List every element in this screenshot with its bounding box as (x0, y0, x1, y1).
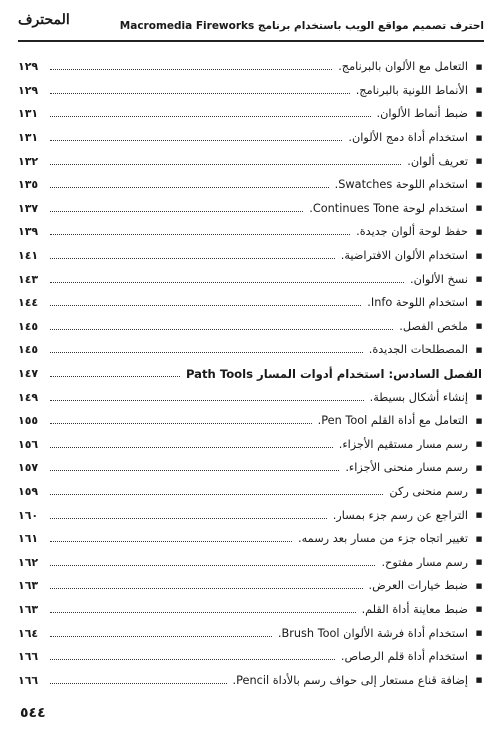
bullet-icon: ■ (475, 629, 483, 638)
toc-entry (18, 645, 484, 669)
toc-entry (18, 267, 484, 291)
toc-entry-title: استخدام أداة فرشة الألوان Brush Tool. (277, 626, 468, 640)
toc-entry (18, 315, 484, 339)
toc-entry-title: تعريف ألوان. (407, 154, 468, 168)
bullet-icon: ■ (475, 440, 483, 449)
dot-leader (50, 541, 292, 542)
bullet-icon: ■ (475, 676, 483, 685)
dot-leader (50, 400, 364, 401)
toc-entry-page: ١٤٩ (18, 390, 39, 404)
dot-leader (50, 258, 335, 259)
dot-leader (50, 164, 401, 165)
toc-entry-title: ملخص الفصل. (399, 319, 468, 333)
bullet-icon: ■ (475, 298, 483, 307)
bullet-icon: ■ (475, 558, 483, 567)
toc-entry (18, 291, 484, 315)
dot-leader (50, 423, 312, 424)
toc-entry (18, 433, 484, 457)
dot-leader (50, 683, 227, 684)
toc-entry-page: ١٤٤ (18, 296, 39, 310)
bullet-icon: ■ (475, 180, 483, 189)
toc-entry-page: ١٦٢ (18, 555, 39, 569)
toc-entry-title: استخدام اللوحة Info. (367, 296, 468, 310)
toc-entry (18, 55, 484, 79)
toc-entry-title: التعامل مع الألوان بالبرنامج. (338, 60, 468, 74)
toc-entry-title: رسم مسار مستقيم الأجزاء. (338, 437, 468, 451)
toc-entry-title: استخدام الألوان الافتراضية. (340, 249, 468, 263)
toc-entry-page: ١٥٩ (18, 484, 39, 498)
toc-entry (18, 668, 484, 692)
toc-entry-title: إنشاء أشكال بسيطة. (369, 390, 468, 404)
book-logo: المحترف (18, 12, 70, 28)
toc-entry-page: ١٣٧ (18, 201, 39, 215)
bullet-icon: ■ (475, 251, 483, 260)
dot-leader (50, 659, 335, 660)
table-of-contents (18, 55, 484, 692)
toc-entry-page: ١٦٦ (18, 673, 39, 687)
dot-leader (50, 447, 333, 448)
dot-leader (50, 140, 342, 141)
dot-leader (50, 352, 363, 353)
dot-leader (50, 612, 356, 613)
bullet-icon: ■ (475, 109, 483, 118)
toc-entry-page: ١٦٠ (18, 508, 39, 522)
toc-entry (18, 385, 484, 409)
dot-leader (50, 565, 375, 566)
toc-entry-title: ضبط معاينة أداة القلم. (361, 602, 468, 616)
toc-entry-page: ١٤١ (18, 249, 39, 263)
toc-entry-page: ١٣٢ (18, 154, 39, 168)
toc-entry (18, 409, 484, 433)
bullet-icon: ■ (475, 62, 483, 71)
toc-entry-title: رسم مسار منحنى الأجزاء. (345, 461, 468, 475)
toc-entry-title: تغيير اتجاه جزء من مسار بعد رسمه. (298, 532, 468, 546)
page-number: ٥٤٤ (20, 705, 46, 721)
dot-leader (50, 305, 361, 306)
bullet-icon: ■ (475, 227, 483, 236)
toc-entry-page: ١٤٣ (18, 272, 39, 286)
bullet-icon: ■ (475, 511, 483, 520)
toc-entry-title: ضبط أنماط الألوان. (376, 107, 468, 121)
toc-entry (18, 220, 484, 244)
bullet-icon: ■ (475, 157, 483, 166)
toc-entry-page: ١٢٩ (18, 83, 39, 97)
toc-entry-page: ١٤٥ (18, 343, 39, 357)
dot-leader (50, 187, 329, 188)
toc-entry-title: نسخ الألوان. (410, 272, 468, 286)
toc-entry-page: ١٣١ (18, 131, 39, 145)
toc-entry-page: ١٤٥ (18, 319, 39, 333)
toc-entry-page: ١٣٩ (18, 225, 39, 239)
bullet-icon: ■ (475, 393, 483, 402)
dot-leader (50, 69, 332, 70)
dot-leader (50, 470, 339, 471)
toc-entry-title: التعامل مع أداة القلم Pen Tool. (317, 414, 468, 428)
toc-entry-title: الفصل السادس: استخدام أدوات المسار Path Tools (185, 366, 482, 381)
toc-entry-page: ١٦٦ (18, 650, 39, 664)
bullet-icon: ■ (475, 416, 483, 425)
toc-entry-page: ١٦١ (18, 532, 39, 546)
toc-entry-page: ١٦٣ (18, 602, 39, 616)
bullet-icon: ■ (475, 463, 483, 472)
bullet-icon: ■ (475, 652, 483, 661)
toc-entry-page: ١٦٣ (18, 579, 39, 593)
toc-entry (18, 574, 484, 598)
toc-entry (18, 503, 484, 527)
bullet-icon: ■ (475, 86, 483, 95)
bullet-icon: ■ (475, 322, 483, 331)
toc-entry (18, 197, 484, 221)
dot-leader (50, 376, 180, 377)
toc-entry (18, 173, 484, 197)
dot-leader (50, 234, 350, 235)
toc-entry (18, 338, 484, 362)
toc-entry-title: الأنماط اللونية بالبرنامج. (355, 83, 468, 97)
toc-entry (18, 456, 484, 480)
running-title: احترف تصميم مواقع الويب باستخدام برنامج Macromedia Fireworks (119, 20, 484, 32)
bullet-icon: ■ (475, 204, 483, 213)
toc-entry-title: استخدام أداة دمج الألوان. (348, 131, 468, 145)
toc-entry-page: ١٣١ (18, 107, 39, 121)
bullet-icon: ■ (475, 581, 483, 590)
toc-entry (18, 621, 484, 645)
dot-leader (50, 636, 272, 637)
toc-entry (18, 149, 484, 173)
toc-entry-title: التراجع عن رسم جزء بمسار. (332, 508, 468, 522)
bullet-icon: ■ (475, 605, 483, 614)
toc-entry-page: ١٣٥ (18, 178, 39, 192)
toc-entry-title: رسم مسار مفتوح. (381, 555, 468, 569)
bullet-icon: ■ (475, 487, 483, 496)
toc-entry (18, 244, 484, 268)
toc-entry-title: ضبط خيارات العرض. (368, 579, 468, 593)
toc-entry-page: ١٥٧ (18, 461, 39, 475)
dot-leader (50, 116, 371, 117)
dot-leader (50, 588, 363, 589)
toc-entry (18, 79, 484, 103)
toc-entry (18, 598, 484, 622)
toc-entry-title: استخدام أداة قلم الرصاص. (340, 650, 468, 664)
toc-entry-title: حفظ لوحة ألوان جديدة. (356, 225, 468, 239)
dot-leader (50, 211, 303, 212)
toc-entry-page: ١٤٧ (18, 367, 39, 381)
bullet-icon: ■ (475, 534, 483, 543)
bullet-icon: ■ (475, 275, 483, 284)
dot-leader (50, 282, 404, 283)
toc-entry-page: ١٥٥ (18, 414, 39, 428)
toc-entry (18, 527, 484, 551)
toc-entry (18, 126, 484, 150)
dot-leader (50, 93, 350, 94)
bullet-icon: ■ (475, 345, 483, 354)
toc-entry-title: استخدام اللوحة Swatches. (334, 178, 468, 192)
toc-entry-page: ١٥٦ (18, 437, 39, 451)
dot-leader (50, 329, 393, 330)
toc-entry (18, 480, 484, 504)
page-header (18, 12, 484, 42)
dot-leader (50, 494, 383, 495)
toc-chapter-heading (18, 362, 484, 386)
toc-entry-title: المصطلحات الجديدة. (368, 343, 468, 357)
toc-entry-page: ١٦٤ (18, 626, 39, 640)
toc-entry-page: ١٢٩ (18, 60, 39, 74)
dot-leader (50, 518, 327, 519)
bullet-icon: ■ (475, 133, 483, 142)
toc-entry-title: إضافة قناع مستعار إلى حواف رسم بالأداة Pencil. (232, 673, 468, 687)
toc-entry (18, 550, 484, 574)
toc-entry-title: رسم منحنى ركن (389, 484, 468, 498)
toc-entry (18, 102, 484, 126)
toc-entry-title: استخدام لوحة Continues Tone. (309, 201, 468, 215)
